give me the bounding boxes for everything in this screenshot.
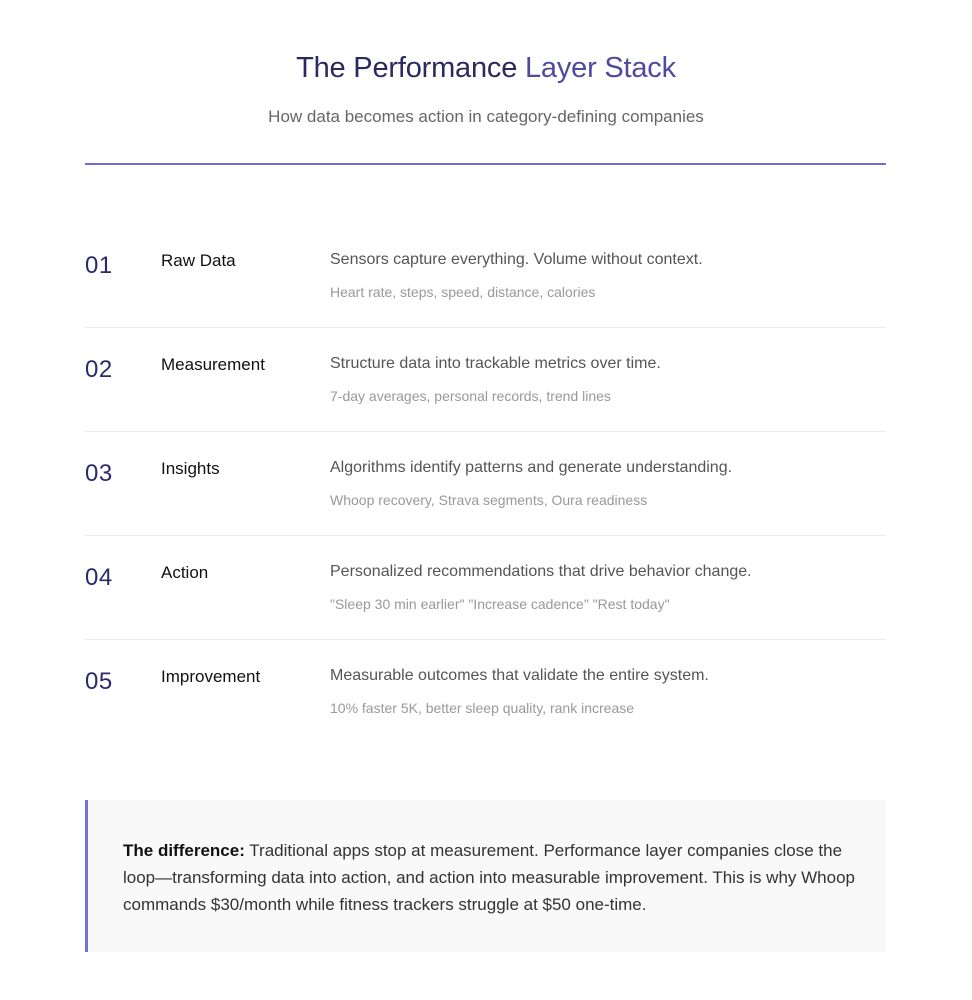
- layer-number: 05: [85, 668, 113, 695]
- layer-description: Measurable outcomes that validate the entire system.: [330, 667, 709, 684]
- layer-number: 01: [85, 252, 113, 279]
- layer-row: [85, 640, 886, 743]
- layer-row: [85, 536, 886, 640]
- callout-lead: The difference:: [123, 841, 245, 860]
- layer-examples: 7-day averages, personal records, trend lines: [330, 388, 611, 404]
- layer-examples: Heart rate, steps, speed, distance, calories: [330, 284, 596, 300]
- page-title-part1: The Performance: [296, 52, 525, 84]
- layer-examples: 10% faster 5K, better sleep quality, rank increase: [330, 700, 635, 716]
- layer-name: Raw Data: [161, 251, 236, 270]
- page-title-part2: Layer Stack: [524, 52, 676, 84]
- page-title: [0, 48, 972, 88]
- layer-description: Algorithms identify patterns and generate understanding.: [330, 459, 733, 476]
- layer-row: [85, 432, 886, 536]
- header-divider: [85, 163, 886, 165]
- callout-body: Traditional apps stop at measurement. Performance layer companies close the loop—transforming data into action, and action into measurable improvement. This is why Whoop commands $30/month while fitness trackers struggle at $50 one-time.: [123, 841, 856, 914]
- layer-name: Action: [161, 563, 209, 582]
- layer-examples: "Sleep 30 min earlier" "Increase cadence" "Rest today": [330, 596, 670, 612]
- layer-name: Measurement: [161, 355, 265, 374]
- layer-examples: Whoop recovery, Strava segments, Oura readiness: [330, 492, 648, 508]
- layer-number: 03: [85, 460, 113, 487]
- layer-number: 04: [85, 564, 113, 591]
- difference-callout: [85, 800, 886, 952]
- layer-number: 02: [85, 356, 113, 383]
- layer-stack: [85, 224, 886, 743]
- layer-description: Sensors capture everything. Volume without context.: [330, 251, 703, 268]
- callout-text: [123, 837, 863, 918]
- layer-name: Improvement: [161, 667, 261, 686]
- page-subtitle: How data becomes action in category-defining companies: [268, 107, 704, 126]
- layer-row: [85, 224, 886, 328]
- layer-row: [85, 328, 886, 432]
- layer-name: Insights: [161, 459, 220, 478]
- layer-description: Structure data into trackable metrics over time.: [330, 355, 661, 372]
- layer-description: Personalized recommendations that drive behavior change.: [330, 563, 752, 580]
